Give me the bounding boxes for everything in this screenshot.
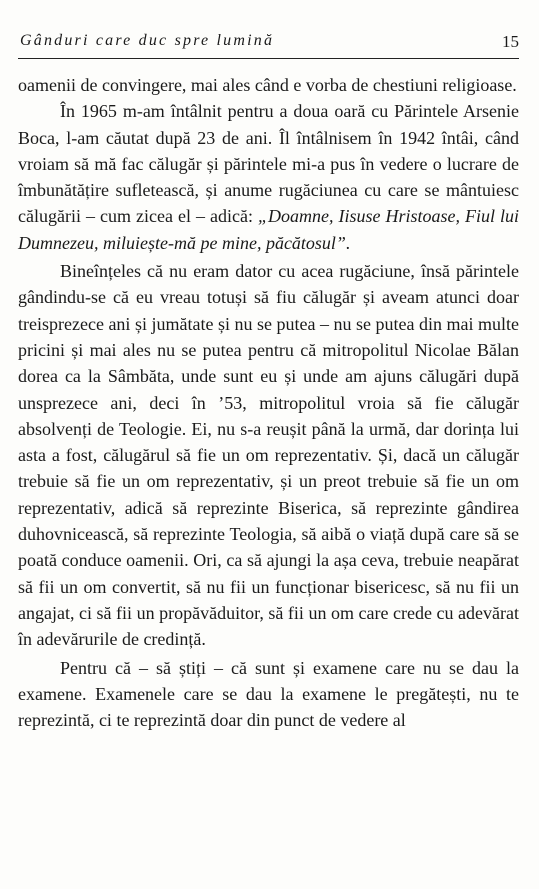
- paragraph-meeting: [18, 98, 519, 256]
- jesus-prayer-quote: „Doamne, Iisuse Hristoase, Fiul lui Dumnezeu, miluiește-mă pe mine, păcătosul”.: [18, 206, 519, 253]
- page-number: 15: [502, 32, 519, 51]
- page-body: [18, 72, 519, 733]
- running-title: Gânduri care duc spre lumină: [20, 32, 275, 49]
- paragraph-exams: Pentru că – să știți – că sunt și examene care nu se dau la examene. Examenele care se dau la examene le pregătești, nu te reprezintă, ci te reprezintă doar din punct de vedere al: [18, 657, 519, 731]
- page-header: [18, 28, 519, 59]
- paragraph-meeting-text: În 1965 m-am întâlnit pentru a doua oară cu Părintele Arsenie Boca, l-am căutat după 23 de ani. Îl întâlnisem în 1942 întâi, când vroiam să mă fac călugăr și părintele mi-a pus în vedere o lucrare de îmbunătățire sufletească, și anume rugăciunea cu care se mântuiesc călugării – cum zicea el – adică:: [18, 101, 519, 227]
- paragraph-continuation: oamenii de convingere, mai ales când e vorba de chestiuni religioase.: [18, 75, 517, 95]
- paragraph-representative: Bineînțeles că nu eram dator cu acea rugăciune, însă părintele gândindu-se că eu vreau totuși să fiu călugăr și aveam atunci doar treisprezece ani și jumătate și nu se putea – nu se putea din mai multe pricini și mai ales nu se putea pentru că mitropolitul Nicolae Bălan dorea ca la Sâmbăta, unde sunt eu și unde am ajuns călugări după unsprezece ani, deci în ’53, mitropolitul vroia să fie călugăr absolvenți de Teologie. Ei, nu s-a reușit până la urmă, dar dorința lui asta a fost, călugărul să fie un om reprezentativ. Și, dacă un călugăr trebuie să fie un om reprezentativ, și un preot trebuie să fie un om reprezentativ, adică să reprezinte Biserica, să reprezinte gândirea duhovnicească, să reprezinte Teologia, să aibă o viață după care să se poată conduce oamenii. Ori, ca să ajungi la așa ceva, trebuie neapărat să fii un om convertit, să nu fii un funcționar bisericesc, să nu fii un angajat, ci să fii un propăvăduitor, să fii un om care crede cu adevărat în adevărurile de credință.: [18, 261, 519, 650]
